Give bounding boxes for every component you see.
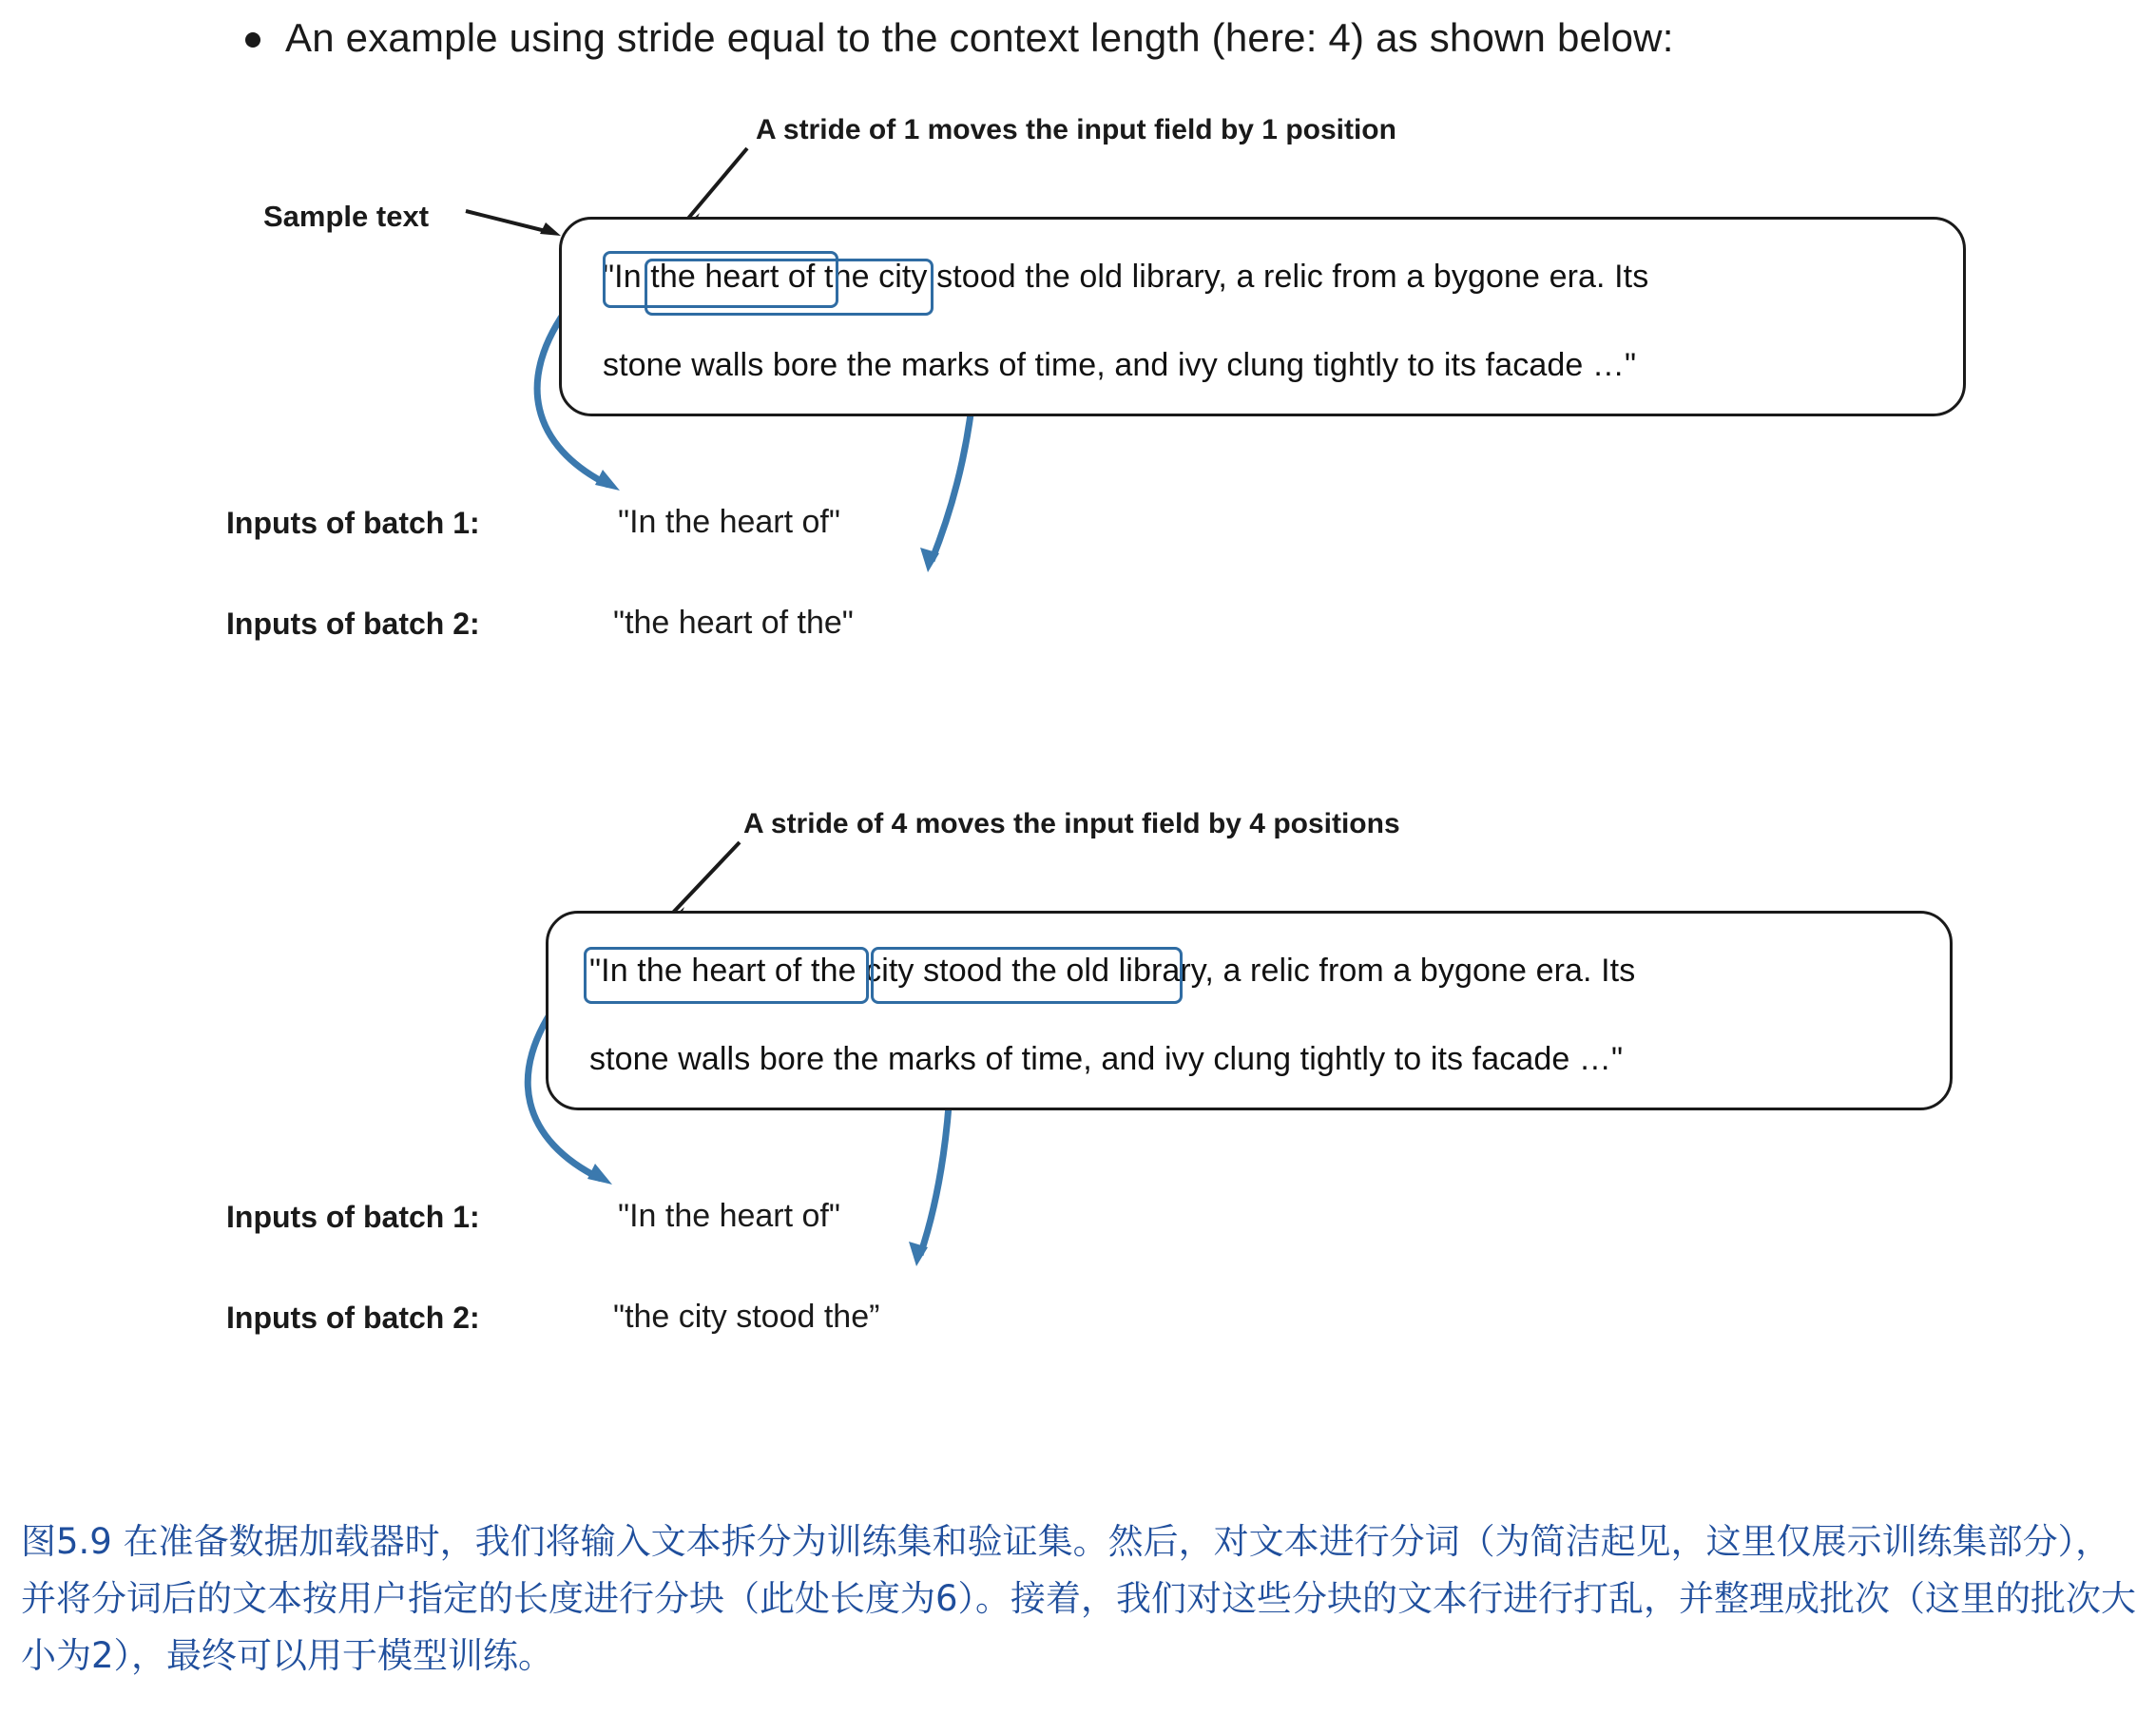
figure-caption: 图5.9 在准备数据加载器时，我们将输入文本拆分为训练集和验证集。然后，对文本进行分词（为简洁起见，这里仅展示训练集部分），并将分词后的文本按用户指定的长度进行分块（此处长度为6）。接着，我们对这些分块的文本行进行打乱，并整理成批次（这里的批次大小为2），最终可以用于模型训练。 [21,1521,2137,1676]
panel1-annotation: A stride of 1 moves the input field by 1 position [756,114,1396,145]
panel1-batch1-label: Inputs of batch 1: [226,506,480,540]
panel1-sample-text-line1: "In the heart of the city stood the old library, a relic from a bygone era. Its [603,259,1649,295]
panel1-sample-text-box [559,217,1966,416]
figure-panel-stride-4 [0,808,2156,1416]
panel2-sample-text-line1: "In the heart of the city stood the old library, a relic from a bygone era. Its [589,953,1636,989]
panel1-sample-text-line2: stone walls bore the marks of time, and ivy clung tightly to its facade …" [603,347,1637,383]
figure-panel-stride-1 [0,114,2156,723]
panel1-batch1-value: "In the heart of" [618,504,840,540]
panel2-annotation: A stride of 4 moves the input field by 4 positions [743,808,1400,839]
panel1-batch2-label: Inputs of batch 2: [226,607,480,641]
panel2-batch1-value: "In the heart of" [618,1198,840,1234]
bullet-line [245,11,2051,66]
panel2-sample-text-box [546,911,1953,1110]
panel2-batch2-value: "the city stood the” [613,1299,880,1335]
panel1-batch2-value: "the heart of the" [613,605,854,641]
panel1-sample-text-label: Sample text [263,200,430,233]
panel2-sample-text-line2: stone walls bore the marks of time, and ivy clung tightly to its facade …" [589,1041,1624,1077]
panel2-batch1-label: Inputs of batch 1: [226,1200,480,1234]
panel2-batch2-label: Inputs of batch 2: [226,1301,480,1335]
bullet-dot-icon [245,32,260,48]
bullet-text: An example using stride equal to the context length (here: 4) as shown below: [285,15,1674,60]
